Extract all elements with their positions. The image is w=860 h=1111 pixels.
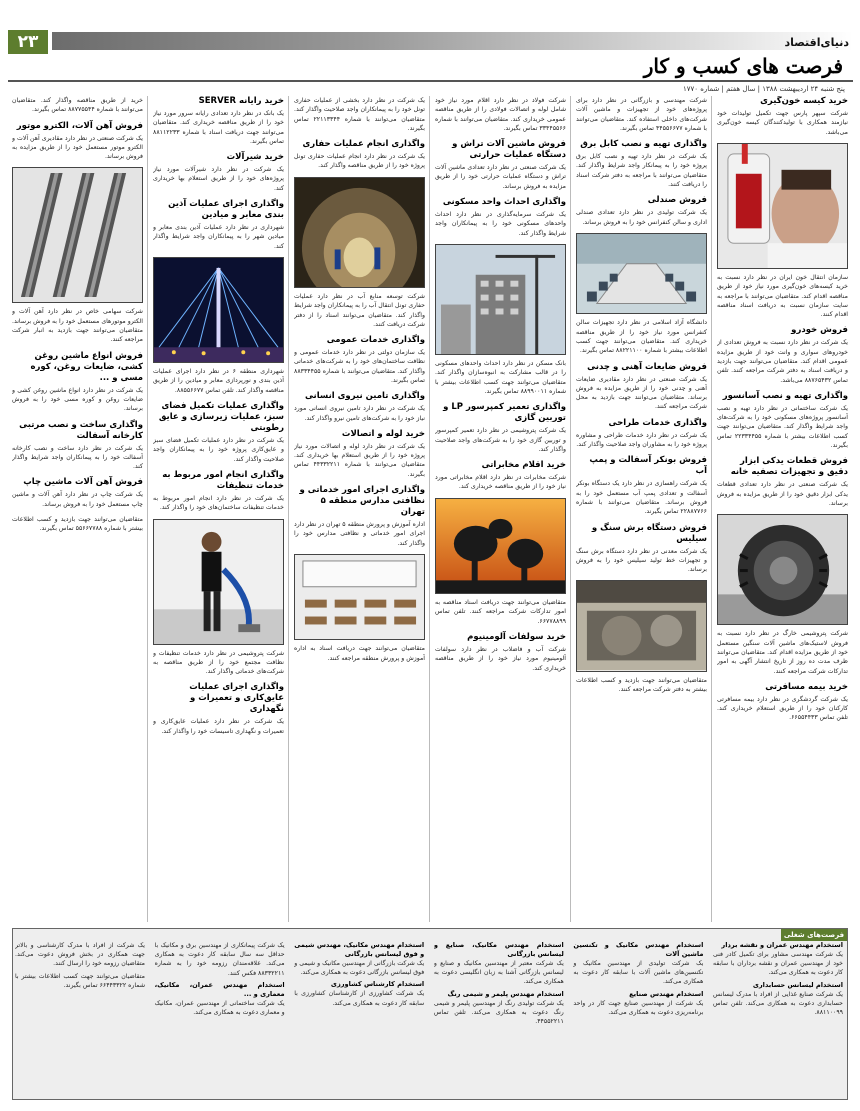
ad-title: خرید شیرآلات <box>226 152 284 163</box>
ad-text: یک شرکت معدنی در نظر دارد دستگاه برش سنگ و تجهیزات خط تولید سیلیس خود را به فروش برساند. <box>576 547 707 574</box>
ad-text: یک شرکت راهسازی در نظر دارد یک دستگاه بونکر آسفالت و تعدادی پمپ آب مستعمل خود را به فروش برساند. متقاضیان می‌توانند با شماره ۲۲۸۸۷۷۶۶ تماس بگیرند. <box>576 480 707 516</box>
jobs-column-3 <box>434 941 564 1093</box>
ad-title: فروش آهن آلات ماشین چاپ <box>23 477 143 488</box>
ad-text: یک شرکت در نظر دارد انجام امور مربوط به خدمات تنظیفات ساختمان‌های خود را واگذار کند. <box>153 494 284 512</box>
ad-text: یک شرکت در نظر دارد نسبت به فروش تعدادی از خودروهای سواری و وانت خود از طریق مزایده عمومی اقدام کند. متقاضیان می‌توانند جهت بازدید و دریافت اسناد به دفتر شرکت مراجعه کنند. تلفن تماس ۸۸۷۶۵۴۳۲ می‌باشد. <box>717 339 848 384</box>
tunnel-photo <box>294 177 425 288</box>
jobs-box <box>12 928 848 1100</box>
job-text: یک شرکت از مهندسین صنایع جهت کار در واحد برنامه‌ریزی دعوت به همکاری می‌کند. <box>573 999 704 1016</box>
page-header <box>8 30 853 82</box>
ad-text: یک شرکت ساختمانی در نظر دارد تهیه و نصب آسانسور پروژه‌های مسکونی خود را به شرکت‌های واجد شرایط واگذار کند. متقاضیان می‌توانند جهت کسب اطلاعات بیشتر با شماره ۲۲۳۳۴۴۵۵ تماس بگیرند. <box>717 404 848 450</box>
ad-title: خرید لوله و اتصالات <box>341 428 425 439</box>
job-title: استخدام مهندس عمران، مکانیک، معماری و ... <box>154 980 285 998</box>
ad-text: شرکت مخابرات در نظر دارد اقلام مخابراتی مورد نیاز خود را از طریق مناقصه خریداری کند. <box>435 474 566 491</box>
job-item <box>294 941 424 977</box>
ad-text: یک شرکت در نظر دارد تامین نیروی انسانی مورد نیاز خود را به شرکت‌های تامین نیرو واگذار کند. <box>294 405 425 422</box>
job-text: یک شرکت بازرگانی از مهندسین مکانیک و شیمی و فوق لیسانس بازرگانی دعوت به همکاری می‌کند. <box>294 960 425 977</box>
ad-title: خرید کیسه خون‌گیری <box>760 96 848 106</box>
column-separator <box>147 96 148 922</box>
job-item <box>15 972 145 990</box>
ad-title: خرید رایانه SERVER <box>198 96 284 106</box>
ad-title: واگذاری اجرای عملیات آذین بندی معابر و میادین <box>168 199 284 221</box>
column-separator <box>570 96 571 922</box>
classroom-photo <box>294 554 425 640</box>
ad-title: واگذاری احداث واحد مسکونی <box>442 197 566 208</box>
ad-text: یک شرکت در نظر دارد عملیات عایق‌کاری و تعمیرات و نگهداری تاسیسات خود را واگذار کند. <box>153 718 284 735</box>
ad-title: فروش انواع ماشین روغن کشی، ضایعات روغن، کوره مسی و ... <box>30 350 143 383</box>
ad-text: یک شرکت در نظر دارد عملیات تکمیل فضای سبز و عایق‌کاری پروژه خود را به پیمانکاران واجد صلاحیت واگذار کند. <box>153 437 284 463</box>
ad-title: خرید سولفات آلومینیوم <box>467 631 566 642</box>
ad-text: یک شرکت در نظر دارد بخشی از عملیات حفاری تونل خود را به پیمانکاران واجد صلاحیت واگذار کند. متقاضیان می‌توانند با شماره ۲۲۱۱۳۳۴۴ تماس بگیرند. <box>294 97 425 132</box>
jobs-column-1 <box>713 941 843 1093</box>
jobs-box-title: فرصت‌های شغلی <box>781 929 847 941</box>
ad-title: واگذاری انجام امور مربوط به خدمات تنظیفات <box>162 469 284 491</box>
ad-text: یک شرکت تولیدی در نظر دارد تعدادی صندلی اداری و سالن کنفرانس خود را به فروش برساند. <box>576 209 707 226</box>
ads-columns <box>12 96 848 922</box>
ad-item <box>12 307 143 344</box>
column-separator <box>288 96 289 922</box>
issue-line: پنج شنبه ۲۴ اردیبهشت ۱۳۸۸ | سال هفتم | شماره ۱۷۷۰ <box>682 85 845 93</box>
ad-text: یک شرکت صنعتی در نظر دارد مقادیری ضایعات آهنی و چدنی خود را از طریق مزایده به فروش برساند. متقاضیان می‌توانند جهت بازدید به محل شرکت مراجعه کنند. <box>576 375 707 411</box>
job-title: استخدام مهندس مکانیک، صنایع و لیسانس بازرگانی <box>433 941 564 958</box>
ad-item <box>435 197 566 238</box>
section-title: فرصت های کسب و کار <box>643 54 843 78</box>
ad-item <box>12 420 143 472</box>
job-title: استخدام مهندس مکانیک و تکنسین ماشین آلات <box>573 941 704 958</box>
telecom-dishes-photo <box>435 498 566 594</box>
ad-title: فروش آهن آلات، الکترو موتور <box>16 120 143 131</box>
ad-item <box>153 470 284 513</box>
ad-title: خرید بیمه مسافرتی <box>765 681 848 692</box>
ad-text: متقاضیان می‌توانند جهت دریافت اسناد مناقصه به امور تدارکات شرکت مراجعه کنند. تلفن تماس ۶۶۷۷۸۸۹۹. <box>435 599 566 625</box>
job-title: استخدام مهندس پلیمر و شیمی رنگ <box>447 989 564 998</box>
blood-bag-photo <box>717 143 848 269</box>
ad-item <box>294 96 425 133</box>
ad-text: شرکت پتروشیمی در نظر دارد خدمات تنظیفات و نظافت مجتمع خود را از طریق مناقصه به شرکت‌های خدماتی واگذار کند. <box>153 649 284 676</box>
ad-text: شرکت آب و فاضلاب در نظر دارد سولفات آلومینیوم مورد نیاز خود را از طریق مناقصه خریداری کند. <box>435 645 566 672</box>
ad-item <box>153 401 284 464</box>
job-text: یک شرکت معتبر از مهندسین مکانیک و صنایع و لیسانس بازرگانی آشنا به زبان انگلیسی دعوت به همکاری می‌کند. <box>433 960 564 986</box>
stone-machine-photo <box>576 580 707 671</box>
header-band <box>52 32 853 50</box>
ad-item <box>294 391 425 423</box>
ad-item <box>294 644 425 663</box>
ad-text: اداره آموزش و پرورش منطقه ۵ تهران در نظر دارد اجرای امور خدماتی و نظافتی مدارس خود را واگذار کند. <box>294 521 425 547</box>
ad-text: یک بانک در نظر دارد تعدادی رایانه سرور مورد نیاز خود را از طریق مناقصه خریداری کند. متقاضیان می‌توانند جهت دریافت اسناد با شماره ۸۸۱۱۲۲۳۳ تماس بگیرند. <box>153 110 284 145</box>
ad-title: واگذاری خدمات عمومی <box>326 335 425 346</box>
brand-name: دنیای‌اقتصاد <box>784 36 849 49</box>
ad-item <box>153 152 284 193</box>
ad-item <box>576 195 707 227</box>
tire-photo <box>717 514 848 625</box>
ad-text: بانک مسکن در نظر دارد احداث واحدهای مسکونی را در قالب مشارکت به انبوه‌سازان واگذار کند. متقاضیان می‌توانند جهت کسب اطلاعات بیشتر با شماره ۸۸۹۹۰۰۱۱ تماس بگیرند. <box>435 360 566 395</box>
cleaning-photo <box>153 519 284 645</box>
ad-item <box>435 632 566 673</box>
ad-item <box>717 391 848 450</box>
ad-item <box>12 477 143 509</box>
ad-text: خرید از طریق مناقصه واگذار کند. متقاضیان می‌توانند با شماره ۸۸۷۷۵۵۴۴ تماس بگیرند. <box>12 97 143 114</box>
ad-item <box>717 96 848 137</box>
ad-item <box>717 273 848 319</box>
ad-title: خرید اقلام مخابراتی <box>481 460 566 471</box>
job-title: استخدام مهندس مکانیک، مهندس شیمی و فوق لیسانس بازرگانی <box>294 941 425 958</box>
ad-text: سازمان انتقال خون ایران در نظر دارد نسبت به خرید کیسه‌های خون‌گیری مورد نیاز خود از طریق مناقصه اقدام کند. متقاضیان می‌توانند با مراجعه به سایت سازمان نسبت به دریافت اسناد مناقصه اقدام کنند. <box>717 273 848 319</box>
ad-title: واگذاری عملیات تکمیل فضای سبز، عملیات زیرسازی و عایق رطوبتی <box>158 401 284 434</box>
ad-text: یک شرکت صنعتی در نظر دارد تعدادی قطعات یدکی ابزار دقیق خود را از طریق مزایده به فروش برساند. <box>717 481 848 507</box>
ad-title: فروش بونکر آسفالت و پمپ آب <box>589 455 707 477</box>
ads-column-4 <box>294 96 425 922</box>
ad-text: شرکت فولاد در نظر دارد اقلام مورد نیاز خود شامل لوله و اتصالات فولادی را از طریق مناقصه عمومی خریداری کند. متقاضیان می‌توانند با شماره ۳۳۴۴۵۵۶۶ تماس بگیرند. <box>435 97 566 132</box>
job-text: یک شرکت مهندسی مشاور برای تکمیل کادر فنی خود از مهندسین عمران و نقشه برداران با سابقه کار دعوت به همکاری می‌کند. <box>713 951 843 977</box>
job-item <box>15 941 145 969</box>
jobs-column-4 <box>294 941 424 1093</box>
ads-column-1 <box>717 96 848 922</box>
ad-title: فروش ضایعات آهنی و چدنی <box>587 361 707 372</box>
ad-title: فروش خودرو <box>791 325 848 336</box>
job-item <box>434 941 564 987</box>
ad-item <box>717 456 848 508</box>
ad-item <box>153 96 284 146</box>
ad-text: یک شرکت پتروشیمی در نظر دارد تعمیر کمپرسور و توربین گازی خود را به شرکت‌های واجد صلاحیت واگذار کند. <box>435 427 566 453</box>
job-title: استخدام مهندس عمران و نقشه بردار <box>721 941 843 949</box>
job-text: یک شرکت تولیدی رنگ از مهندسین پلیمر و شیمی رنگ دعوت به همکاری می‌کند. تلفن تماس ۴۴۵۵۲۲۱۱. <box>433 999 564 1026</box>
ad-item <box>435 598 566 626</box>
ad-item <box>12 121 143 162</box>
ad-title: واگذاری خدمات طراحی <box>608 417 707 428</box>
ad-text: دانشگاه آزاد اسلامی در نظر دارد تجهیزات سالن کنفرانس مورد نیاز خود را از طریق مناقصه خریداری کند. متقاضیان می‌توانند جهت کسب اطلاعات بیشتر با شماره ۸۸۲۲۱۱۰۰ تماس بگیرند. <box>576 319 707 355</box>
job-item <box>713 941 843 978</box>
steel-rods-photo <box>12 167 143 303</box>
ads-column-6 <box>12 96 143 922</box>
ad-item <box>717 629 848 675</box>
ad-text: متقاضیان می‌توانند جهت بازدید و کسب اطلاعات بیشتر با شماره ۵۵۶۶۷۷۸۸ تماس بگیرند. <box>12 516 143 533</box>
ad-text: متقاضیان می‌توانند جهت دریافت اسناد به اداره آموزش و پرورش منطقه مراجعه کنند. <box>294 645 425 662</box>
ad-item <box>435 402 566 454</box>
ad-item <box>12 96 143 115</box>
job-text: یک شرکت پیمانکاری از مهندسین برق و مکانیک با حداقل سه سال سابقه کار دعوت به همکاری می‌کند. علاقه‌مندان رزومه خود را به شماره ۸۸۳۳۲۲۱۱ فکس کنند. <box>154 942 285 977</box>
ad-item <box>435 460 566 492</box>
title-underline <box>8 80 853 82</box>
page-number: ۲۳ <box>8 30 48 54</box>
construction-photo <box>435 244 566 355</box>
ad-item <box>576 318 707 355</box>
job-item <box>573 990 703 1017</box>
ad-text: یک شرکت در نظر دارد انجام عملیات حفاری تونل پروژه خود را از طریق مناقصه واگذار کند. <box>294 153 425 170</box>
job-text: یک شرکت ساختمانی از مهندسین عمران، مکانیک و معماری دعوت به همکاری می‌کند. <box>154 999 285 1017</box>
ad-item <box>435 359 566 396</box>
job-item <box>434 990 564 1027</box>
ads-column-5 <box>153 96 284 922</box>
ad-title: واگذاری تهیه و نصب آسانسور <box>722 390 848 401</box>
ad-text: یک شرکت صنعتی در نظر دارد تعدادی ماشین آلات تراش و دستگاه عملیات حرارتی خود را از طریق مزایده به فروش برساند. <box>435 164 566 190</box>
ad-item <box>153 682 284 736</box>
ad-title: واگذاری اجرای عملیات عایق‌کاری و تعمیرات و نگهداری <box>189 682 284 715</box>
ad-text: یک شرکت در نظر دارد لوله و اتصالات مورد نیاز پروژه خود را از طریق استعلام بها خریداری کند. متقاضیان می‌توانند با شماره ۴۴۳۳۲۲۱۱ تماس بگیرند. <box>294 442 425 478</box>
ad-item <box>576 139 707 189</box>
ad-item <box>294 429 425 479</box>
jobs-column-2 <box>573 941 703 1093</box>
ad-item <box>294 139 425 171</box>
ad-item <box>294 485 425 548</box>
ad-text: یک شرکت در نظر دارد ساخت و نصب کارخانه آسفالت خود را به پیمانکاران واجد شرایط واگذار کند. <box>12 444 143 471</box>
ad-item <box>12 351 143 414</box>
job-item <box>294 980 424 1007</box>
ad-text: یک شرکت چاپ در نظر دارد آهن آلات و ماشین چاپ مستعمل خود را به فروش برساند. <box>12 491 143 508</box>
ad-item <box>435 96 566 133</box>
ad-text: یک شرکت در نظر دارد شیرآلات مورد نیاز پروژه‌های خود را از طریق استعلام بها خریداری کند. <box>153 166 284 192</box>
ad-text: یک شرکت صنعتی در نظر دارد مقادیری آهن آلات و الکترو موتور مستعمل خود را از طریق مزایده به فروش برساند. <box>12 134 143 161</box>
ad-text: شرکت توسعه منابع آب در نظر دارد عملیات حفاری تونل انتقال آب را به پیمانکاران واجد شرایط واگذار کند. متقاضیان می‌توانند اسناد را از دفتر شرکت دریافت کنند. <box>294 292 425 328</box>
ad-text: شهرداری منطقه ۶ در نظر دارد اجرای عملیات آذین بندی و نورپردازی معابر و میادین را از طریق مناقصه واگذار کند. تلفن تماس ۸۸۵۵۶۶۷۷. <box>153 368 284 394</box>
job-text: متقاضیان می‌توانند جهت کسب اطلاعات بیشتر با شماره ۶۶۴۴۳۳۲۲ تماس بگیرند. <box>15 972 145 989</box>
ad-title: واگذاری تامین نیروی انسانی <box>304 391 425 402</box>
ad-item <box>12 515 143 534</box>
job-item <box>713 981 843 1018</box>
job-title: استخدام لیسانس حسابداری <box>752 980 843 989</box>
ad-item <box>294 335 425 385</box>
job-text: یک شرکت تولیدی از مهندسین مکانیک و تکنسین‌های ماشین آلات با سابقه کار دعوت به همکاری می‌کند. <box>573 960 704 986</box>
job-text: یک شرکت صنایع غذایی از افراد با مدرک لیسانس حسابداری دعوت به همکاری می‌کند. تلفن تماس ۸۸۱۱۰۰۹۹. <box>713 990 843 1017</box>
ad-item <box>435 139 566 191</box>
job-item <box>155 941 285 978</box>
ad-text: یک شرکت در نظر دارد انواع ماشین روغن کشی و ضایعات روغن و کوره مسی خود را به فروش برساند. <box>12 386 143 413</box>
ad-item <box>576 362 707 412</box>
ad-text: یک شرکت گردشگری در نظر دارد بیمه مسافرتی کارکنان خود را از طریق استعلام خریداری کند. تلفن تماس ۶۶۵۵۴۴۳۳. <box>717 695 848 722</box>
job-title: استخدام کارشناس کشاورزی <box>330 980 425 989</box>
ad-title: فروش قطعات یدکی ابزار دقیق و تجهیزات تصفیه خانه <box>730 456 848 478</box>
lighting-photo <box>153 257 284 363</box>
ad-text: یک سازمان دولتی در نظر دارد خدمات عمومی و نظافت ساختمان‌های خود را به شرکت‌های خدماتی واگذار کند. متقاضیان می‌توانند با شماره ۸۸۳۳۴۴۵۵ تماس بگیرند. <box>294 349 425 384</box>
ads-column-2 <box>576 96 707 922</box>
job-item <box>573 941 703 987</box>
ad-text: شهرداری در نظر دارد عملیات آذین بندی معابر و میادین شهر را به پیمانکاران واجد شرایط واگذار کند. <box>153 224 284 250</box>
ad-text: شرکت سهامی خاص در نظر دارد آهن آلات و الکترو موتورهای مستعمل خود را به فروش برساند. متقاضیان می‌توانند جهت بازدید به انبار شرکت مراجعه کنند. <box>12 308 143 344</box>
ad-title: واگذاری انجام عملیات حفاری <box>302 139 425 150</box>
ad-text: یک شرکت در نظر دارد تهیه و نصب کابل برق پروژه خود را به پیمانکار واجد شرایط واگذار کند. متقاضیان می‌توانند با مراجعه به دفتر شرکت اسناد را دریافت کنند. <box>576 153 707 189</box>
ad-text: شرکت سپهر پارس جهت تکمیل تولیدات خود نیازمند همکاری با تولیدکنندگان کیسه خون‌گیری می‌باشد. <box>717 110 848 136</box>
job-text: یک شرکت از افراد با مدرک کارشناسی و بالاتر جهت همکاری در بخش فروش دعوت می‌کند. متقاضیان رزومه خود را ارسال کنند. <box>15 942 145 968</box>
conference-chairs-photo <box>576 233 707 314</box>
ad-title: واگذاری تهیه و نصب کابل برق <box>580 139 707 150</box>
job-title: استخدام مهندس صنایع <box>629 989 704 998</box>
ad-title: واگذاری اجرای امور خدماتی و نظافتی مدارس منطقه ۵ تهران <box>299 485 425 518</box>
ad-item <box>294 292 425 329</box>
ad-text: متقاضیان می‌توانند جهت بازدید و کسب اطلاعات بیشتر به دفتر شرکت مراجعه کنند. <box>576 676 707 693</box>
ad-text: شرکت پتروشیمی خارگ در نظر دارد نسبت به فروش لاستیک‌های ماشین آلات سنگین مستعمل خود از طریق مزایده اقدام کند. متقاضیان می‌توانند ظرف مدت ده روز از تاریخ انتشار آگهی به امور تدارکات شرکت مراجعه کنند. <box>717 630 848 675</box>
ad-title: فروش ماشین آلات تراش و دستگاه عملیات حرارتی <box>452 139 566 161</box>
ad-title: واگذاری تعمیر کمپرسور LP و توربین گازی <box>443 402 566 424</box>
ad-text: یک شرکت سرمایه‌گذاری در نظر دارد احداث واحدهای مسکونی خود را به پیمانکاران واجد شرایط واگذار کند. <box>435 211 566 237</box>
ad-text: شرکت مهندسی و بازرگانی در نظر دارد برای پروژه‌های خود از تجهیزات و ماشین آلات شرکت‌های داخلی استفاده کند. متقاضیان می‌توانند با شماره ۴۴۵۵۶۶۷۷ تماس بگیرند. <box>576 97 707 132</box>
jobs-column-6 <box>15 941 145 1093</box>
ad-text: یک شرکت در نظر دارد خدمات طراحی و مشاوره پروژه خود را به مشاوران واجد صلاحیت واگذار کند. <box>576 431 707 449</box>
ad-item <box>576 523 707 575</box>
ad-item <box>153 649 284 677</box>
ad-title: واگذاری ساخت و نصب مرتبی کارخانه آسفالت <box>19 419 143 441</box>
ad-item <box>576 455 707 516</box>
ad-item <box>153 199 284 251</box>
ad-item <box>717 682 848 723</box>
ad-item <box>576 676 707 695</box>
ad-item <box>576 96 707 133</box>
job-item <box>155 981 285 1017</box>
ad-title: فروش صندلی <box>647 195 707 206</box>
column-separator <box>711 96 712 922</box>
ad-item <box>717 325 848 384</box>
ad-item <box>153 367 284 395</box>
jobs-column-5 <box>155 941 285 1093</box>
column-separator <box>429 96 430 922</box>
jobs-columns <box>17 941 843 1095</box>
ad-title: فروش دستگاه برش سنگ و سیلیس <box>591 522 707 544</box>
ad-item <box>576 418 707 450</box>
ads-column-3 <box>435 96 566 922</box>
job-text: یک شرکت کشاورزی از کارشناسان کشاورزی با سابقه کار دعوت به همکاری می‌کند. <box>294 990 425 1007</box>
